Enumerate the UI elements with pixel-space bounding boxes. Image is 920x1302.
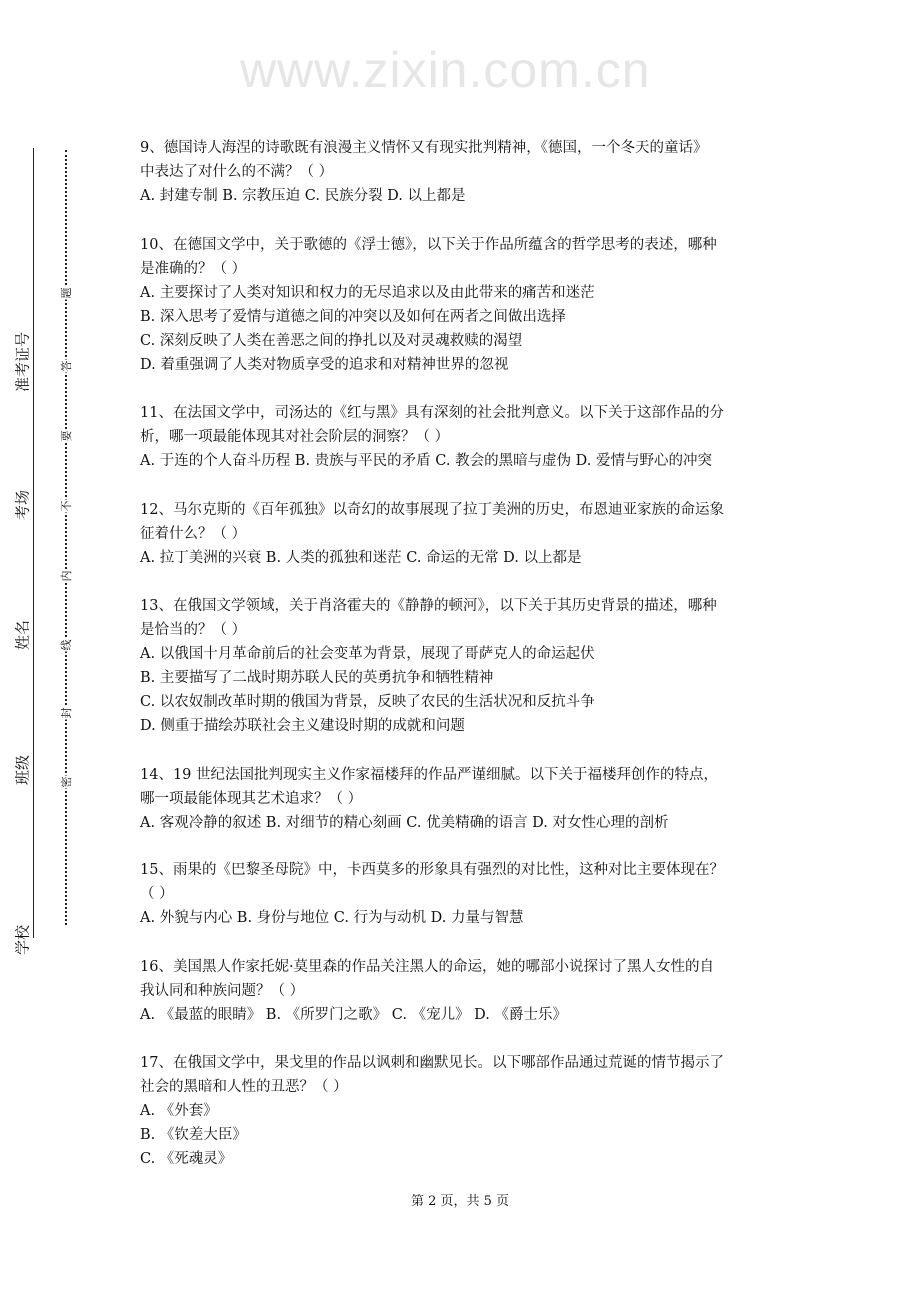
answer-option: A. 客观冷静的叙述 B. 对细节的精心刻画 C. 优美精确的语言 D. 对女性心理的剖析 (140, 815, 669, 831)
school-label: 学校 (13, 924, 32, 956)
exam-id-label: 准考证号 (13, 331, 32, 393)
question-text: （ ） (140, 886, 174, 902)
question-15 (140, 858, 800, 930)
answer-option: B. 深入思考了爱情与道德之间的冲突以及如何在两者之间做出选择 (140, 309, 566, 325)
seal-char: 题 (60, 287, 73, 299)
answer-option: B. 《钦差大臣》 (140, 1127, 247, 1143)
name-label: 姓名 (13, 619, 32, 651)
exam-room-label: 考场 (13, 489, 32, 521)
seal-dotted-line (65, 150, 67, 925)
question-text: 13、在俄国文学领域，关于肖洛霍夫的《静静的顿河》，以下关于其历史背景的描述，哪种 (140, 598, 717, 614)
question-text: 17、在俄国文学中，果戈里的作品以讽刺和幽默见长。以下哪部作品通过荒诞的情节揭示了 (140, 1055, 724, 1071)
answer-option: A. 《最蓝的眼睛》 B. 《所罗门之歌》 C. 《宠儿》 D. 《爵士乐》 (140, 1007, 568, 1023)
answer-option: A. 《外套》 (140, 1103, 218, 1119)
question-9 (140, 136, 800, 208)
question-text: 析，哪一项最能体现其对社会阶层的洞察？（ ） (140, 429, 450, 445)
question-16 (140, 955, 800, 1027)
question-10 (140, 233, 800, 377)
class-label: 班级 (13, 754, 32, 786)
question-11 (140, 401, 800, 473)
answer-option: D. 侧重于描绘苏联社会主义建设时期的成就和问题 (140, 718, 465, 734)
answer-option: A. 拉丁美洲的兴衰 B. 人类的孤独和迷茫 C. 命运的无常 D. 以上都是 (140, 550, 582, 566)
answer-option: C. 以农奴制改革时期的俄国为背景，反映了农民的生活状况和反抗斗争 (140, 694, 595, 710)
answer-option: C. 深刻反映了人类在善恶之间的挣扎以及对灵魂救赎的渴望 (140, 333, 523, 349)
question-17 (140, 1051, 800, 1171)
seal-char: 要 (60, 430, 73, 442)
question-text: 征着什么？（ ） (140, 526, 247, 542)
question-text: 11、在法国文学中，司汤达的《红与黑》具有深刻的社会批判意义。以下关于这部作品的分 (140, 405, 724, 421)
question-text: 9、德国诗人海涅的诗歌既有浪漫主义情怀又有现实批判精神，《德国，一个冬天的童话》 (140, 140, 708, 156)
seal-char: 线 (60, 639, 73, 651)
answer-option: A. 以俄国十月革命前后的社会变革为背景，展现了哥萨克人的命运起伏 (140, 646, 595, 662)
question-text: 14、19 世纪法国批判现实主义作家福楼拜的作品严谨细腻。以下关于福楼拜创作的特点， (140, 767, 719, 783)
question-text: 是准确的？（ ） (140, 261, 247, 277)
answer-option: A. 封建专制 B. 宗教压迫 C. 民族分裂 D. 以上都是 (140, 188, 466, 204)
seal-char: 内 (60, 570, 73, 582)
question-text: 我认同和种族问题？（ ） (140, 983, 305, 999)
seal-char: 答 (60, 360, 73, 372)
question-14 (140, 763, 800, 835)
answer-option: A. 于连的个人奋斗历程 B. 贵族与平民的矛盾 C. 教会的黑暗与虚伪 D. 爱情与野心的冲突 (140, 453, 713, 469)
answer-option: D. 着重强调了人类对物质享受的追求和对精神世界的忽视 (140, 357, 509, 373)
question-text: 是恰当的？（ ） (140, 622, 247, 638)
question-13 (140, 594, 800, 738)
answer-option: B. 主要描写了二战时期苏联人民的英勇抗争和牺牲精神 (140, 670, 494, 686)
question-text: 10、在德国文学中，关于歌德的《浮士德》，以下关于作品所蕴含的哲学思考的表述，哪种 (140, 237, 717, 253)
answer-option: A. 外貌与内心 B. 身份与地位 C. 行为与动机 D. 力量与智慧 (140, 910, 524, 926)
question-text: 社会的黑暗和人性的丑恶？（ ） (140, 1079, 348, 1095)
page-footer: 第 2 页，共 5 页 (410, 1194, 510, 1209)
seal-char: 密 (60, 776, 73, 788)
question-text: 中表达了对什么的不满？（ ） (140, 164, 334, 180)
watermark: www.zixin.com.cn (240, 42, 651, 98)
answer-option: C. 《死魂灵》 (140, 1151, 233, 1167)
question-text: 哪一项最能体现其艺术追求？（ ） (140, 791, 363, 807)
question-text: 15、雨果的《巴黎圣母院》中，卡西莫多的形象具有强烈的对比性，这种对比主要体现在？ (140, 862, 724, 878)
question-12 (140, 498, 800, 570)
question-text: 16、美国黑人作家托妮·莫里森的作品关注黑人的命运，她的哪部小说探讨了黑人女性的自 (140, 959, 715, 975)
seal-char: 不 (60, 500, 73, 512)
seal-char: 封 (60, 707, 73, 719)
margin-underline (33, 148, 34, 938)
answer-option: A. 主要探讨了人类对知识和权力的无尽追求以及由此带来的痛苦和迷茫 (140, 285, 595, 301)
question-text: 12、马尔克斯的《百年孤独》以奇幻的故事展现了拉丁美洲的历史，布恩迪亚家族的命运象 (140, 502, 724, 518)
